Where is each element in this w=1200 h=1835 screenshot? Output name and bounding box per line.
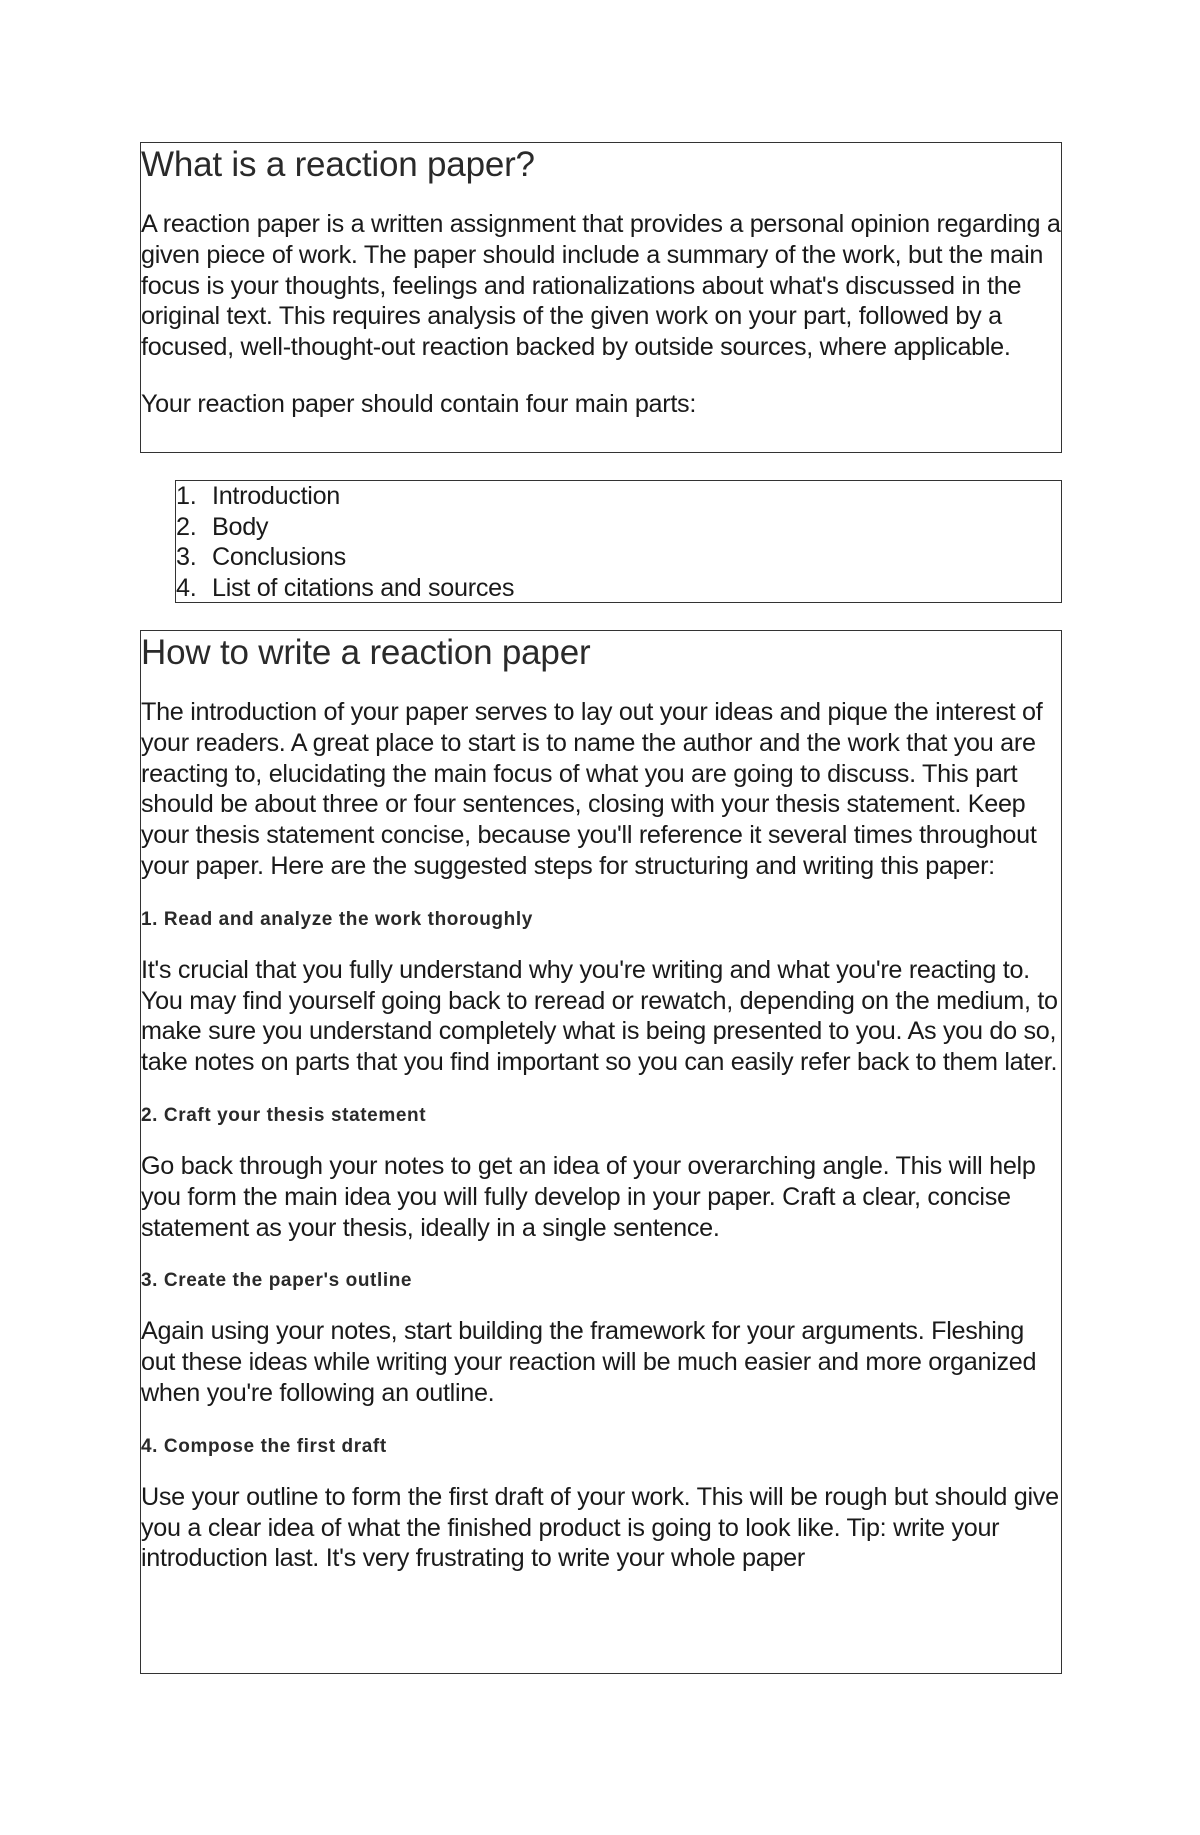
step-heading: 2. Craft your thesis statement [141,1104,427,1126]
list-item-label: Body [212,512,269,541]
list-item-number: 4. [176,573,197,602]
how-to-write-section [140,630,1062,1674]
what-is-reaction-paper-section [140,142,1062,453]
list-item [176,512,1061,543]
list-item [176,573,1061,604]
step-heading: 1. Read and analyze the work thoroughly [141,908,533,930]
list-item [176,542,1061,573]
parts-lead-paragraph: Your reaction paper should contain four main parts: [141,389,697,418]
main-parts-list-box [175,480,1062,603]
list-item-label: List of citations and sources [212,573,515,602]
section-heading-how: How to write a reaction paper [141,633,591,672]
list-item-number: 2. [176,512,197,541]
step-paragraph: Again using your notes, start building the framework for your arguments. Fleshing out these ideas while writing your reaction will be much easier and more organized when you're following an outline. [141,1317,1037,1407]
step-paragraph: Go back through your notes to get an idea of your overarching angle. This will help you form the main idea you will fully develop in your paper. Craft a clear, concise statement as your thesis, ideally in a single sentence. [141,1151,1036,1242]
step-paragraph: Use your outline to form the first draft of your work. This will be rough but should give you a clear idea of what the finished product is going to look like. Tip: write your introduction last. It's very frustrating to write your whole paper [141,1482,1059,1573]
list-item-number: 1. [176,482,197,510]
step-paragraph: It's crucial that you fully understand why you're writing and what you're reacting to. You may find yourself going back to reread or rewatch, depending on the medium, to make sure you understand completely what is being presented to you. As you do so, take notes on parts that you find important so you can easily refer back to them later. [141,955,1058,1077]
list-item-label: Conclusions [212,543,346,571]
step-heading: 3. Create the paper's outline [141,1270,413,1292]
main-parts-list [176,481,1061,603]
list-item-label: Introduction [212,482,341,510]
list-item-number: 3. [176,543,197,571]
how-intro-paragraph: The introduction of your paper serves to lay out your ideas and pique the interest of your readers. A great place to start is to name the author and the work that you are reacting to, elucidating the main focus of what you are going to discuss. This part should be about three or four sentences, closing with your thesis statement. Keep your thesis statement concise, because you'll reference it several times throughout your paper. Here are the suggested steps for structuring and writing this paper: [141,698,1043,880]
list-item [176,481,1061,512]
step-heading: 4. Compose the first draft [141,1435,387,1457]
section-heading-what: What is a reaction paper? [141,145,535,184]
definition-paragraph: A reaction paper is a written assignment that provides a personal opinion regarding a given piece of work. The paper should include a summary of the work, but the main focus is your thoughts, feelings and rationalizations about what's discussed in the original text. This requires analysis of the given work on your part, followed by a focused, well-thought-out reaction backed by outside sources, where applicable. [141,210,1061,362]
